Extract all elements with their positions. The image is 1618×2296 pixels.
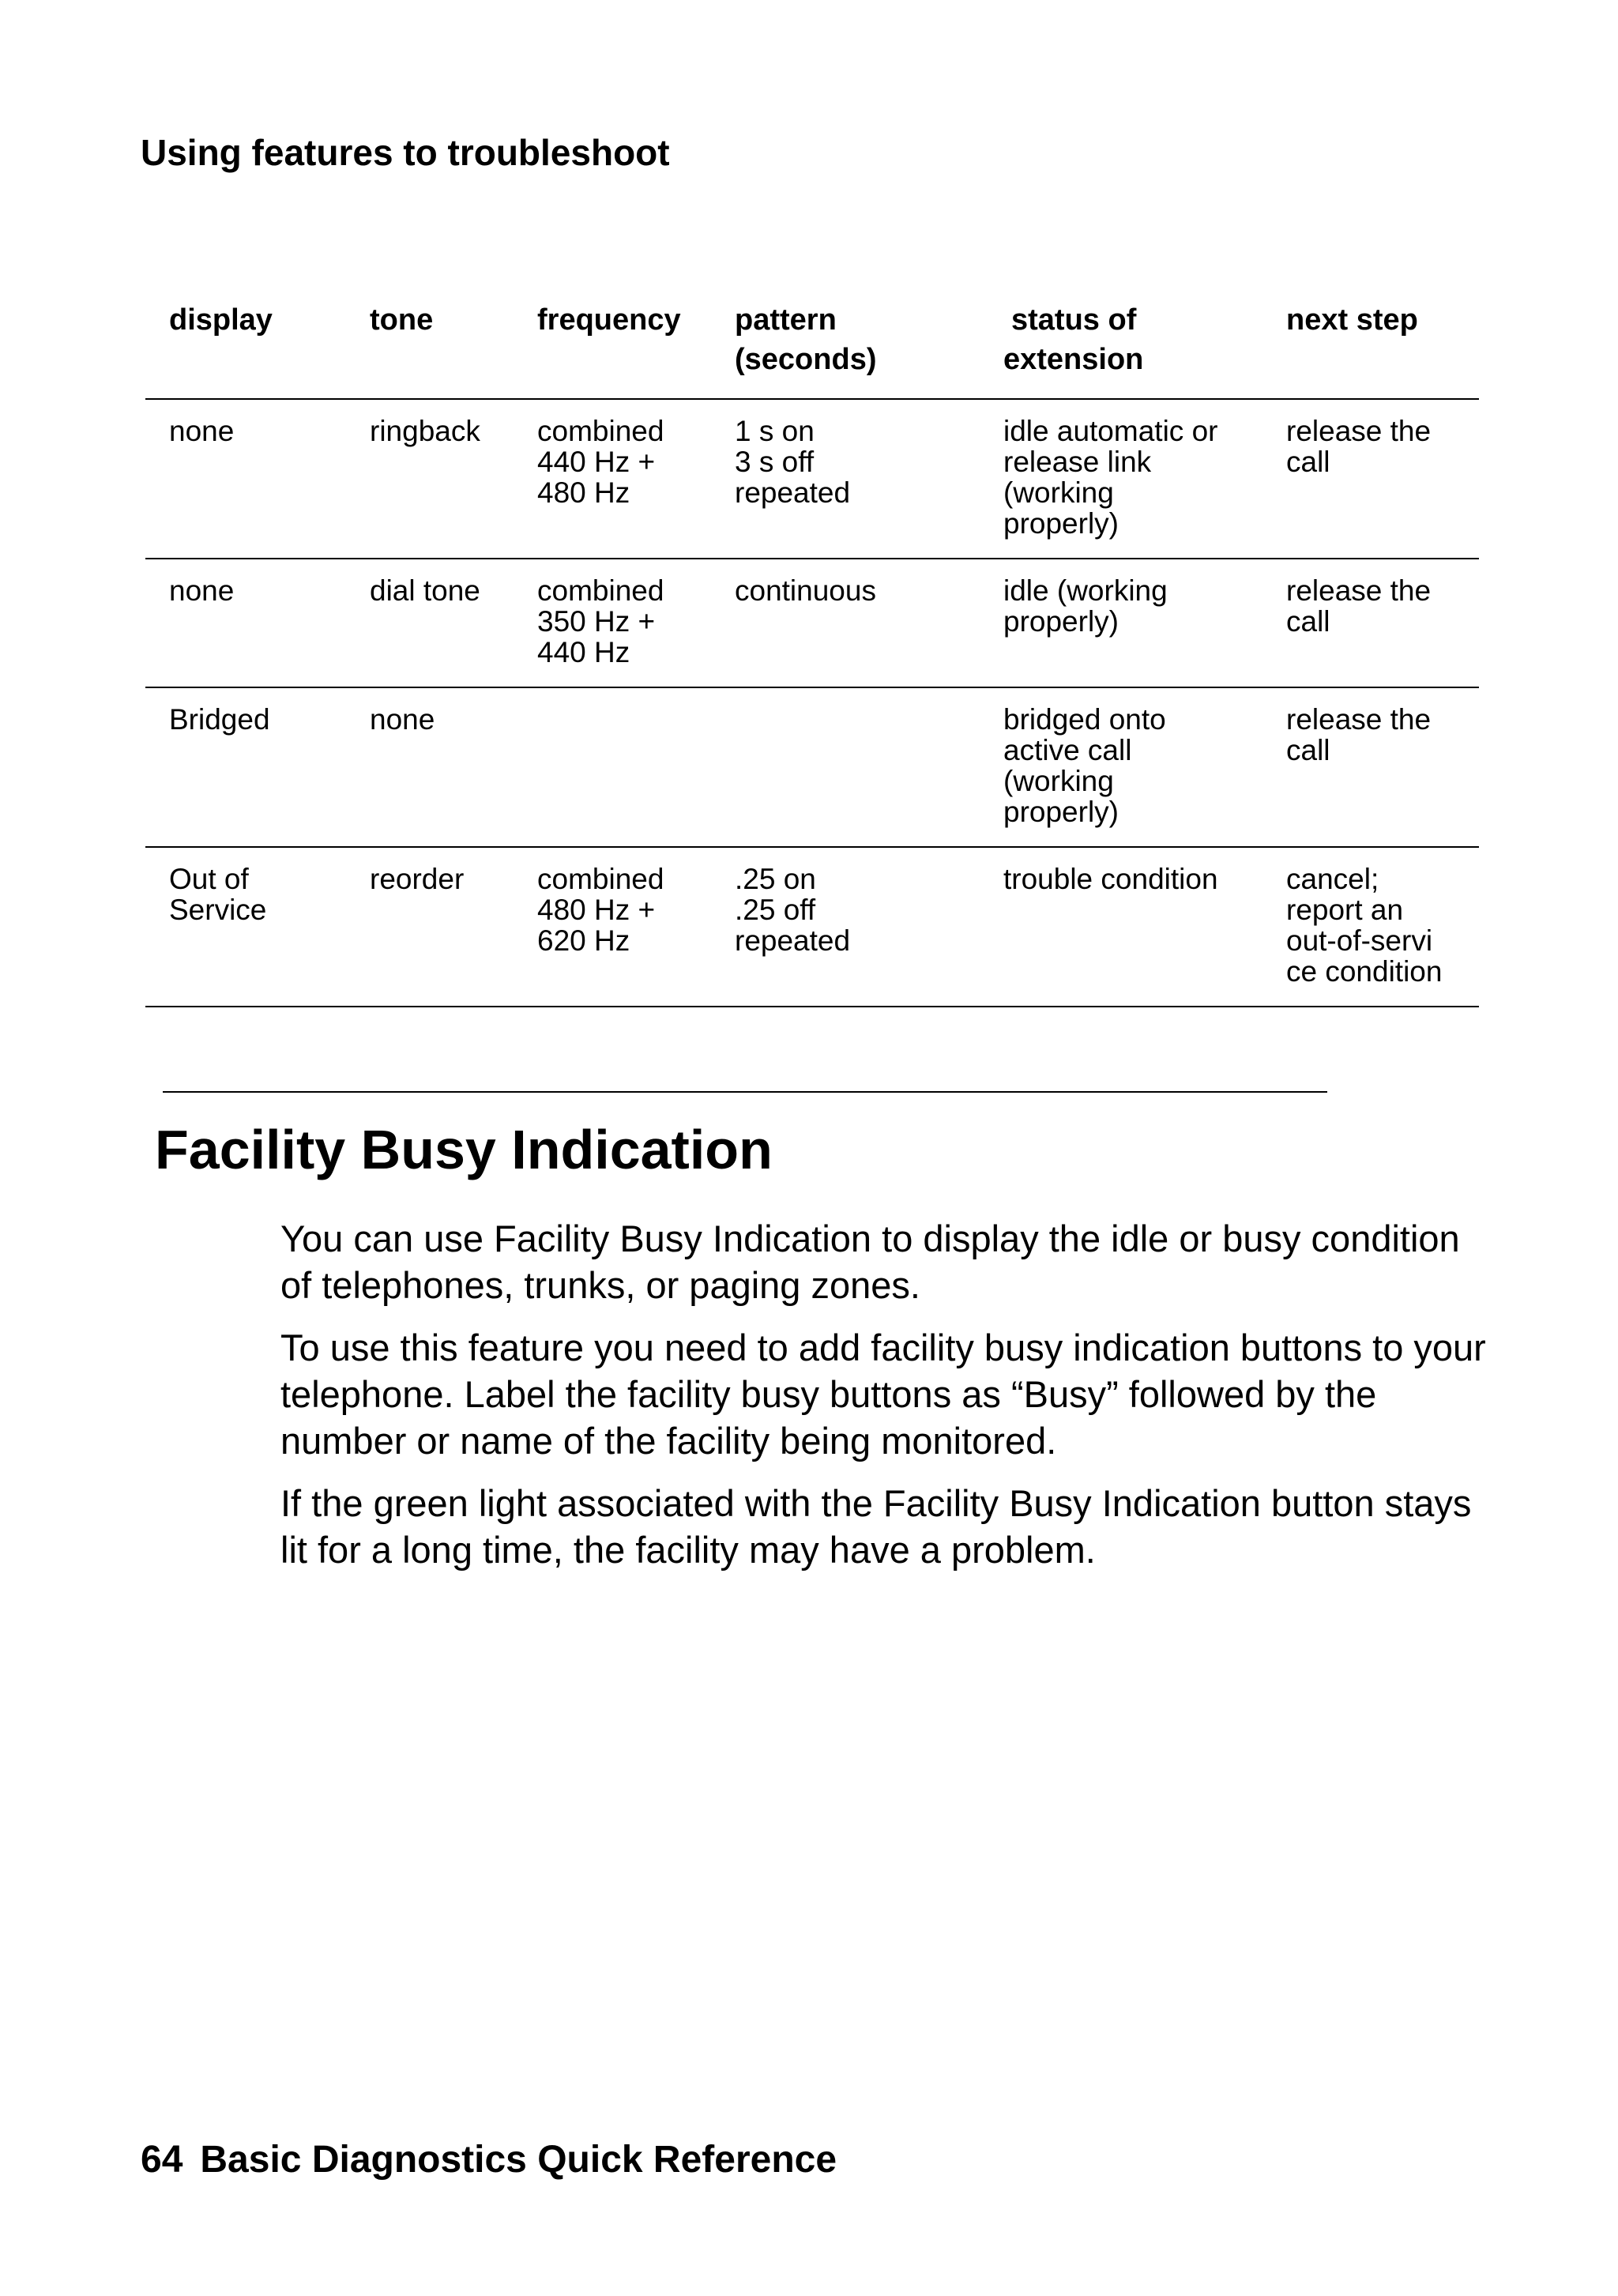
- table-cell: 1 s on 3 s off repeated: [711, 399, 980, 559]
- table-cell: none: [145, 559, 346, 687]
- body-paragraph: You can use Facility Busy Indication to display the idle or busy condition of telephones, trunks, or paging zones.: [280, 1218, 1460, 1306]
- column-header-tone: tone: [346, 300, 514, 399]
- table-cell: [514, 687, 711, 847]
- table-row: [145, 847, 1479, 1007]
- table-cell: [711, 687, 980, 847]
- table-cell: idle automatic or release link (working properly): [980, 399, 1262, 559]
- table-cell: none: [145, 399, 346, 559]
- table-row: [145, 559, 1479, 687]
- table-cell: trouble condition: [980, 847, 1262, 1007]
- book-title: Basic Diagnostics Quick Reference: [200, 2139, 837, 2181]
- body-paragraph: To use this feature you need to add facility busy indication buttons to your telephone. Label the facility busy buttons as “Busy” followed by the number or name of the facility being monitored.: [280, 1327, 1486, 1462]
- column-header-frequency: frequency: [514, 300, 711, 399]
- table-cell: reorder: [346, 847, 514, 1007]
- table-cell: continuous: [711, 559, 980, 687]
- table-cell: release the call: [1262, 559, 1479, 687]
- column-header-pattern: pattern (seconds): [711, 300, 980, 399]
- table-cell: release the call: [1262, 687, 1479, 847]
- table-cell: none: [346, 687, 514, 847]
- table-cell: combined 350 Hz + 440 Hz: [514, 559, 711, 687]
- table-row: [145, 687, 1479, 847]
- troubleshooting-table: [145, 300, 1479, 1007]
- table-cell: idle (working properly): [980, 559, 1262, 687]
- table-cell: Bridged: [145, 687, 346, 847]
- column-header-display: display: [145, 300, 346, 399]
- running-header: Using features to troubleshoot: [141, 132, 670, 173]
- table-cell: release the call: [1262, 399, 1479, 559]
- page-footer: [141, 2138, 837, 2181]
- table-cell: combined 480 Hz + 620 Hz: [514, 847, 711, 1007]
- table-cell: dial tone: [346, 559, 514, 687]
- table-header-row: [145, 300, 1479, 399]
- table-cell: .25 on .25 off repeated: [711, 847, 980, 1007]
- table-row: [145, 399, 1479, 559]
- section-divider: [163, 1091, 1327, 1093]
- column-header-next-step: next step: [1262, 300, 1479, 399]
- table-cell: ringback: [346, 399, 514, 559]
- table-cell: bridged onto active call (working properly): [980, 687, 1262, 847]
- table-cell: combined 440 Hz + 480 Hz: [514, 399, 711, 559]
- table-cell: cancel; report an out-of-servi ce condition: [1262, 847, 1479, 1007]
- table-cell: Out of Service: [145, 847, 346, 1007]
- section-body: [280, 1215, 1497, 1589]
- body-paragraph: If the green light associated with the Facility Busy Indication button stays lit for a long time, the facility may have a problem.: [280, 1482, 1472, 1571]
- page-number: 64: [141, 2139, 183, 2181]
- section-title: Facility Busy Indication: [155, 1119, 773, 1180]
- column-header-status: status of extension: [980, 300, 1262, 399]
